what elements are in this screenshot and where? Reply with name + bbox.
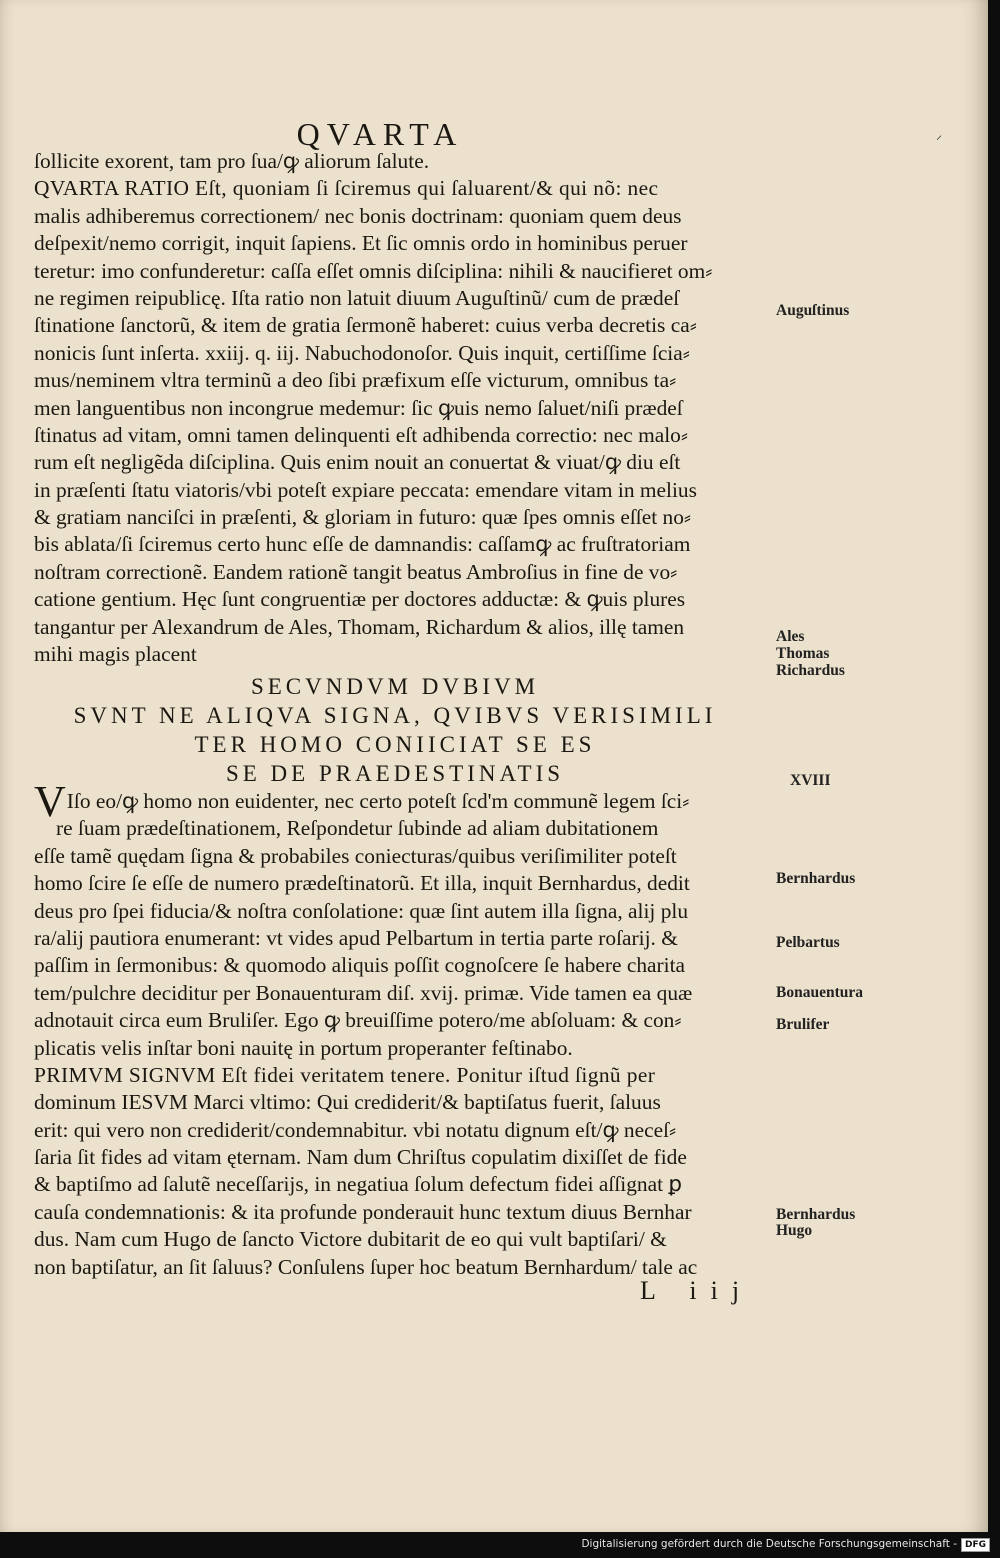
margin-note-brulifer: Brulifer bbox=[776, 1016, 830, 1033]
text-line: & gratiam nanciſci in præſenti, & gloriam in futuro: quæ ſpes omnis eſſet no⸗ bbox=[34, 505, 692, 530]
text-line: QVARTA RATIO Eſt, quoniam ſi ſciremus qui ſaluarent/& qui nõ: nec bbox=[34, 176, 659, 201]
text-line: cauſa condemnationis: & ita profunde ponderauit hunc textum diuus Bernhar bbox=[34, 1199, 692, 1224]
folio-number: L iij bbox=[640, 1276, 754, 1305]
text-line: men languentibus non incongrue medemur: ſic ꝙuis nemo ſaluet/niſi prædeſ bbox=[34, 395, 683, 420]
text-line: PRIMVM SIGNVM Eſt fidei veritatem tenere. Ponitur iſtud ſignũ per bbox=[34, 1062, 656, 1087]
text-line: & baptiſmo ad ſalutẽ neceſſarijs, in negatiua ſolum defectum fidei aſſignat ꝑ bbox=[34, 1172, 682, 1197]
margin-note-bonauentura: Bonauentura bbox=[776, 984, 863, 1001]
margin-note-hugo: Hugo bbox=[776, 1222, 813, 1239]
digitization-footer bbox=[581, 1538, 990, 1552]
body-text-part-2 bbox=[34, 777, 770, 1281]
margin-note-bernhardus: Bernhardus bbox=[776, 870, 856, 887]
drop-initial: V bbox=[34, 777, 66, 826]
text-line: re ſuam prædeſtinationem, Reſpondetur ſubinde ad aliam dubitationem bbox=[56, 816, 659, 841]
page-tick-mark: ⸍ bbox=[936, 133, 943, 147]
text-line: mihi magis placent bbox=[34, 642, 197, 667]
margin-note-ales: Ales bbox=[776, 628, 805, 645]
text-line: in præſenti ſtatu viatoris/vbi poteſt expiare peccata: emendare vitam in melius bbox=[34, 477, 697, 502]
text-line: dus. Nam cum Hugo de ſancto Victore dubitarit de eo qui vult baptiſari/ & bbox=[34, 1227, 667, 1252]
text-line: noſtram correctionẽ. Eandem rationẽ tangit beatus Ambroſius in fine de vo⸗ bbox=[34, 559, 678, 584]
margin-note-xviii: XVIII bbox=[790, 772, 831, 789]
dfg-logo: DFG bbox=[961, 1538, 990, 1552]
text-line: tem/pulchre deciditur per Bonauenturam diſ. xvij. primæ. Vide tamen ea quæ bbox=[34, 980, 693, 1005]
text-line: catione gentium. Hęc ſunt congruentiæ per doctores adductæ: & ꝙuis plures bbox=[34, 587, 686, 612]
text-line: ne regimen reipublicę. Iſta ratio non latuit diuum Auguſtinũ/ cum de prædeſ bbox=[34, 285, 680, 310]
text-line: eſſe tamẽ quędam ſigna & probabiles coniecturas/quibus veriſimiliter poteſt bbox=[34, 843, 677, 868]
text-line: homo ſcire ſe eſſe de numero prædeſtinatorũ. Et illa, inquit Bernhardus, dedit bbox=[34, 871, 690, 896]
section-heading-line: SE DE PRAEDESTINATIS bbox=[225, 761, 565, 786]
text-line: non baptiſatur, an ſit ſaluus? Conſulens ſuper hoc beatum Bernhardum/ tale ac bbox=[34, 1254, 698, 1279]
section-heading-line: SVNT NE ALIQVA SIGNA, QVIBVS VERISIMILI bbox=[73, 703, 717, 728]
margin-note-augustinus: Auguſtinus bbox=[776, 302, 850, 319]
text-line: rum eſt negligẽda diſciplina. Quis enim nouit an conuertat & viuat/ꝙ diu eſt bbox=[34, 450, 681, 475]
text-line: ſtinatione ſanctorũ, & item de gratia ſermonẽ haberet: cuius verba decretis ca⸗ bbox=[34, 313, 697, 338]
margin-note-thomas: Thomas bbox=[776, 645, 830, 662]
text-line: dominum IESVM Marci vltimo: Qui crediderit/& baptiſatus fuerit, ſaluus bbox=[34, 1090, 661, 1115]
text-line: malis adhiberemus correctionem/ nec bonis doctrinam: quoniam quem deus bbox=[34, 203, 682, 228]
text-line: paſſim in ſermonibus: & quomodo aliquis poſſit cognoſcere ſe habere charita bbox=[34, 953, 686, 978]
running-header: QVARTA bbox=[296, 116, 464, 152]
margin-note-bernhardus: Bernhardus bbox=[776, 1206, 856, 1223]
margin-note-richardus: Richardus bbox=[776, 662, 845, 679]
text-line: mus/neminem vltra terminũ a deo ſibi præfixum eſſe victurum, omnibus ta⸗ bbox=[34, 368, 677, 393]
text-line: teretur: imo confunderetur: caſſa eſſet omnis diſciplina: nihili & naucifieret om⸗ bbox=[34, 258, 713, 283]
text-line-rest: Iſo eo/ꝙ homo non euidenter, nec certo poteſt ſcd'm communẽ legem ſci⸗ bbox=[66, 789, 690, 813]
text-line: deſpexit/nemo corrigit, inquit ſapiens. Et ſic omnis ordo in hominibus peruer bbox=[34, 231, 688, 256]
body-text-part-1 bbox=[34, 148, 770, 668]
text-line: tangantur per Alexandrum de Ales, Thomam, Richardum & alios, illę tamen bbox=[34, 614, 685, 639]
footer-text: Digitalisierung gefördert durch die Deutsche Forschungsgemeinschaft - bbox=[581, 1538, 957, 1550]
text-line: bis ablata/ſi ſciremus certo hunc eſſe de damnandis: caſſamꝙ ac fruſtratoriam bbox=[34, 532, 691, 557]
text-line: plicatis velis inſtar boni nauitę in portum properanter feſtinabo. bbox=[34, 1035, 573, 1060]
text-line: nonicis ſunt inſerta. xxiij. q. iij. Nabuchodonoſor. Quis inquit, certiſſime ſcia⸗ bbox=[34, 340, 690, 365]
margin-note-pelbartus: Pelbartus bbox=[776, 934, 840, 951]
text-line: deus pro ſpei fiducia/& noſtra conſolatione: quæ ſint autem illa ſigna, alij plu bbox=[34, 898, 689, 923]
text-line: ra/alij pautiora enumerant: vt vides apud Pelbartum in tertia parte roſarij. & bbox=[34, 925, 678, 950]
section-heading-line: SECVNDVM DVBIVM bbox=[250, 674, 540, 699]
section-heading-line: TER HOMO CONIICIAT SE ES bbox=[194, 732, 596, 757]
text-line: erit: qui vero non crediderit/condemnabitur. vbi notatu dignum eſt/ꝙ neceſ⸗ bbox=[34, 1117, 677, 1142]
text-line: adnotauit circa eum Bruliſer. Ego ꝙ breuiſſime potero/me abſoluam: & con⸗ bbox=[34, 1008, 682, 1033]
text-line bbox=[34, 777, 770, 826]
text-line: ſollicite exorent, tam pro ſua/ꝙ aliorum ſalute. bbox=[34, 149, 430, 173]
text-line: ſtinatus ad vitam, omni tamen delinquenti eſt adhibenda correctio: nec malo⸗ bbox=[34, 422, 688, 447]
text-line: ſaria ſit fides ad vitam ęternam. Nam dum Chriſtus copulatim dixiſſet de fide bbox=[34, 1145, 687, 1170]
